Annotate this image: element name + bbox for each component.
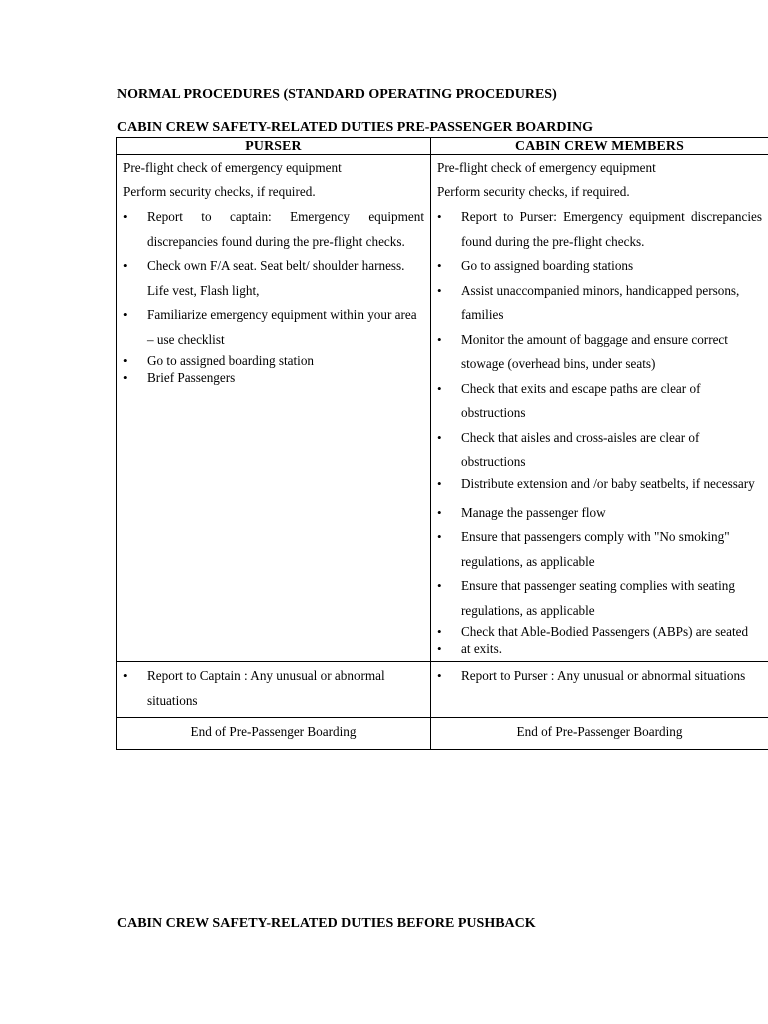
list-item: • at exits. <box>437 640 762 657</box>
list-item: • Report to captain: Emergency equipment discrepancies found during the pre-flight checks. <box>123 205 424 254</box>
list-item: • Familiarize emergency equipment within your area – use checklist <box>123 303 424 352</box>
purser-intro-line: Perform security checks, if required. <box>123 184 316 199</box>
section-heading-pre-boarding: CABIN CREW SAFETY-RELATED DUTIES PRE-PASSENGER BOARDING <box>117 120 593 135</box>
crew-duties-list <box>437 205 762 657</box>
list-item: • Check own F/A seat. Seat belt/ shoulder harness. Life vest, Flash light, <box>123 254 424 303</box>
table-row <box>117 718 768 750</box>
list-item: • Ensure that passengers comply with "No smoking" regulations, as applicable <box>437 525 762 574</box>
crew-end-cell: End of Pre-Passenger Boarding <box>431 718 768 750</box>
crew-unusual-list <box>437 664 762 689</box>
list-item: • Go to assigned boarding stations <box>437 254 762 279</box>
purser-end-cell: End of Pre-Passenger Boarding <box>117 718 431 750</box>
page-title: NORMAL PROCEDURES (STANDARD OPERATING PROCEDURES) <box>117 87 557 102</box>
list-item: • Go to assigned boarding station <box>123 352 424 369</box>
list-item: • Check that aisles and cross-aisles are clear of obstructions <box>437 426 762 475</box>
list-item: • Report to Purser : Any unusual or abnormal situations <box>437 664 762 689</box>
duties-table <box>116 137 768 750</box>
crew-duties-cell <box>431 155 768 662</box>
crew-intro-line: Perform security checks, if required. <box>437 184 630 199</box>
list-item: • Monitor the amount of baggage and ensure correct stowage (overhead bins, under seats) <box>437 328 762 377</box>
list-item: • Brief Passengers <box>123 369 424 386</box>
table-row <box>117 155 768 662</box>
table-row <box>117 662 768 718</box>
purser-duties-list <box>123 205 424 386</box>
list-item: • Assist unaccompanied minors, handicapped persons, families <box>437 279 762 328</box>
purser-unusual-cell <box>117 662 431 718</box>
section-heading-before-pushback: CABIN CREW SAFETY-RELATED DUTIES BEFORE PUSHBACK <box>117 916 536 931</box>
purser-unusual-list <box>123 664 424 713</box>
crew-unusual-cell <box>431 662 768 718</box>
list-item: • Manage the passenger flow <box>437 501 762 526</box>
purser-intro-line: Pre-flight check of emergency equipment <box>123 160 342 175</box>
list-item: • Check that exits and escape paths are clear of obstructions <box>437 377 762 426</box>
column-header-purser: PURSER <box>117 138 431 155</box>
list-item: • Check that Able-Bodied Passengers (ABPs) are seated <box>437 623 762 640</box>
list-item: • Ensure that passenger seating complies with seating regulations, as applicable <box>437 574 762 623</box>
table-header-row <box>117 138 768 155</box>
crew-intro-line: Pre-flight check of emergency equipment <box>437 160 656 175</box>
list-item: • Distribute extension and /or baby seatbelts, if necessary <box>437 475 762 501</box>
purser-duties-cell <box>117 155 431 662</box>
column-header-cabin-crew: CABIN CREW MEMBERS <box>431 138 768 155</box>
list-item: • Report to Purser: Emergency equipment discrepancies found during the pre-flight checks. <box>437 205 762 254</box>
list-item: • Report to Captain : Any unusual or abnormal situations <box>123 664 424 713</box>
